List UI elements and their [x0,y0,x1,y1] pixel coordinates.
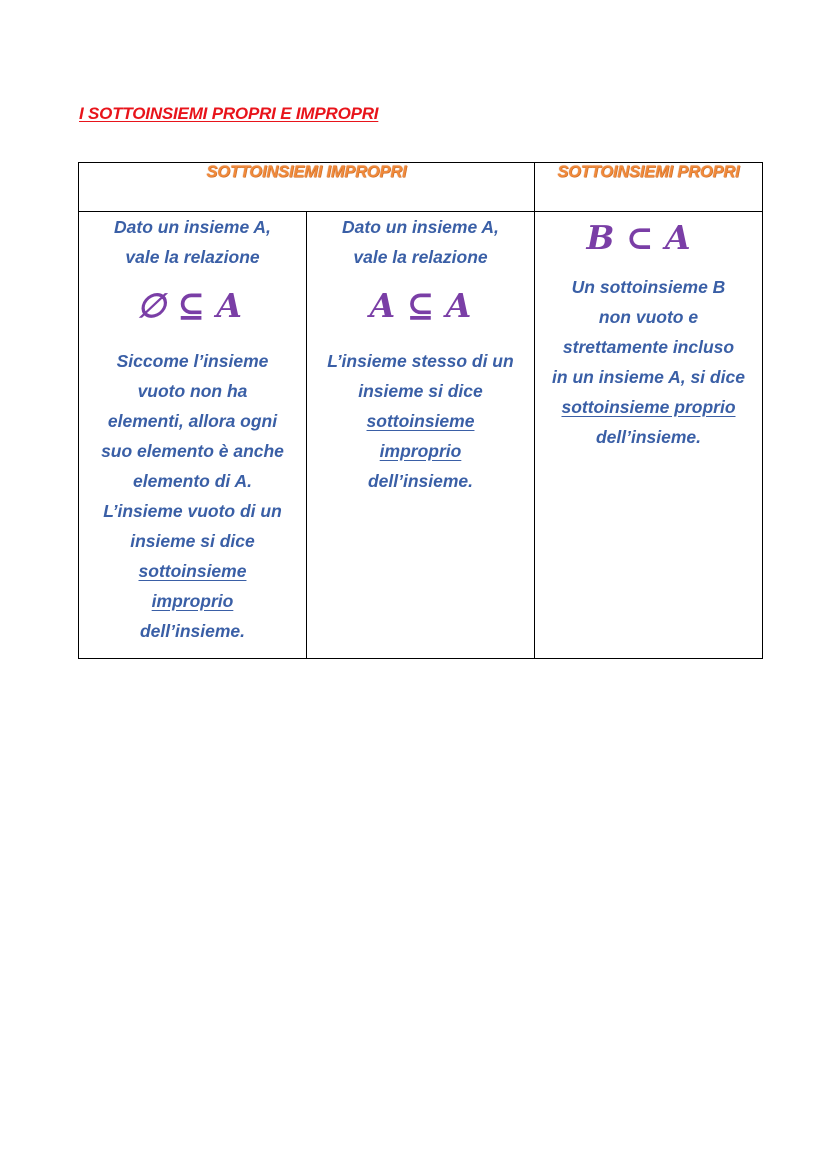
text-line: L’insieme vuoto di un [103,501,282,521]
text-line: L’insieme stesso di un [327,351,514,371]
intro-line-2: vale la relazione [125,247,260,267]
text-line: dell’insieme. [139,621,246,641]
text-line: in un insieme A, si dice [552,367,745,387]
text-line: insieme si dice [130,531,255,551]
header-improper-subsets: SOTTOINSIEMI IMPROPRI [79,163,535,212]
cell-proper-subset [535,212,763,659]
formula-empty-subset: ∅ ⊆ A [137,286,242,325]
cell-set-itself [307,212,535,659]
text-line: strettamente incluso [562,337,735,357]
page-title: I SOTTOINSIEMI PROPRI E IMPROPRI [79,104,379,123]
term-sottoinsieme: sottoinsieme [138,561,247,581]
term-sottoinsieme-proprio: sottoinsieme proprio [561,397,736,417]
text-line: elemento di A. [133,471,252,491]
subsets-table [78,162,763,659]
text-line: non vuoto e [598,307,699,327]
formula-proper-subset: B ⊂ A [586,218,691,257]
text-line: insieme si dice [358,381,483,401]
term-sottoinsieme: sottoinsieme [366,411,475,431]
text-line: Siccome l’insieme [116,351,269,371]
text-line: elementi, allora ogni [107,411,278,431]
text-line: Un sottoinsieme B [571,277,726,297]
text-line: dell’insieme. [367,471,474,491]
text-line: dell’insieme. [595,427,702,447]
term-improprio: improprio [379,441,462,461]
text-line: vuoto non ha [137,381,248,401]
header-row [79,163,763,212]
content-row [79,212,763,659]
intro-line-2: vale la relazione [353,247,488,267]
term-improprio: improprio [151,591,234,611]
cell-empty-set [79,212,307,659]
header-proper-subsets: SOTTOINSIEMI PROPRI [535,163,763,212]
text-line: suo elemento è anche [101,441,284,461]
intro-line-1: Dato un insieme A, [342,217,499,237]
intro-line-1: Dato un insieme A, [114,217,271,237]
formula-self-subset: A ⊆ A [369,286,472,325]
